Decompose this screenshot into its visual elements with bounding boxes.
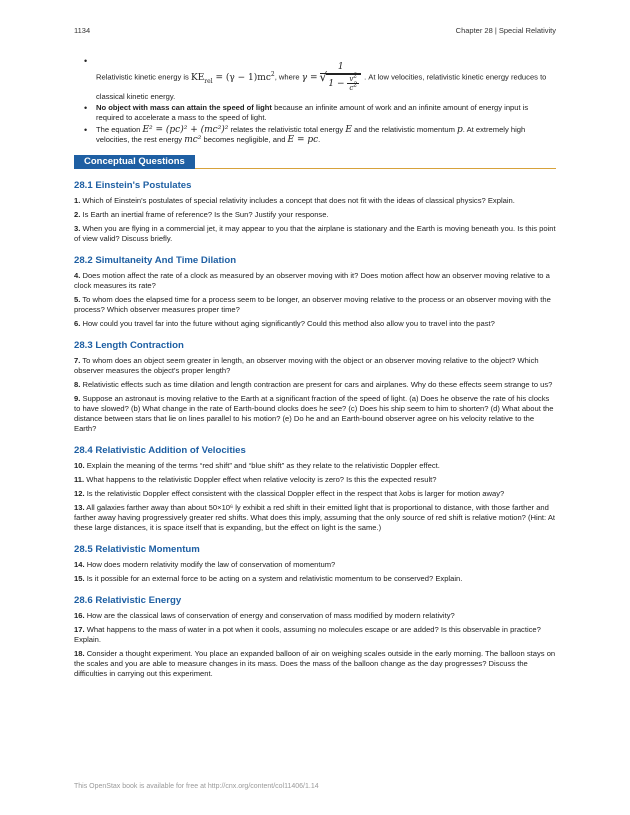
bullet-text: . xyxy=(318,135,321,144)
ke-formula: $KE_{rel} = (\gamma - 1)mc^2$ xyxy=(190,70,275,85)
question: 14. How does modern relativity modify the law of conservation of momentum? xyxy=(74,560,336,569)
page-footer: This OpenStax book is available for free at http://cnx.org/content/col11406/1.14 xyxy=(74,783,319,790)
subsection-title: 28.1 Einstein's Postulates xyxy=(74,180,192,191)
bullet-bold-text: No object with mass can attain the speed of light xyxy=(96,103,272,112)
symbol-e: E xyxy=(345,125,352,135)
section-header-bar xyxy=(74,154,556,169)
question: 5. To whom does the elapsed time for a process seem to be longer, an observer moving relative to the process or an observer moving with the process? Which observer measures proper time? xyxy=(74,295,551,314)
subsection-2 xyxy=(74,255,556,329)
question: 4. Does motion affect the rate of a clock as measured by an observer moving with it? Does motion affect how an observer moving relative to a clock measures its rate? xyxy=(74,271,550,290)
bullet-text: becomes negligible, and xyxy=(201,135,288,144)
page-header xyxy=(74,26,556,38)
bullet-text: . At extremely high velocities, the rest energy xyxy=(96,125,526,144)
summary-bullets xyxy=(74,56,556,145)
question: 15. Is it possible for an external force to be acting on a system and relativistic momentum to be conserved? Explain. xyxy=(74,574,463,583)
section-title: Conceptual Questions xyxy=(74,155,195,169)
subsection-title: 28.4 Relativistic Addition of Velocities xyxy=(74,445,246,456)
rest-energy-symbol: mc² xyxy=(184,135,202,145)
question: 1. Which of Einstein's postulates of special relativity includes a concept that does not fit with the ideas of classical physics? Explain. xyxy=(74,196,515,205)
bullet-text: The equation xyxy=(96,125,141,134)
page-number: 1134 xyxy=(74,26,91,35)
bullet-text: because an infinite amount of work and an infinite amount of energy input is required to accelerate a mass to the speed of light. xyxy=(96,103,529,122)
subsection-title: 28.3 Length Contraction xyxy=(74,340,184,351)
question: 18. Consider a thought experiment. You place an expanded balloon of air on weighing scales outside in the early morning. The balloon stays on the scales and you are able to measure changes in its mass. Does the mass of the balloon change as the day progresses? Discuss the difficulties in carrying out this experiment. xyxy=(74,649,556,678)
bullet-text: relates the relativistic total energy xyxy=(228,125,346,134)
bullet-kinetic-energy xyxy=(96,56,556,102)
subsection-1 xyxy=(74,180,556,244)
question: 12. Is the relativistic Doppler effect consistent with the classical Doppler effect in the respect that λobs is larger for motion away? xyxy=(74,489,505,498)
subsection-5 xyxy=(74,544,556,584)
symbol-p: p xyxy=(457,125,463,135)
bullet-text: Relativistic kinetic energy is xyxy=(96,72,189,82)
question: 11. What happens to the relativistic Doppler effect when relative velocity is zero? Is this the expected result? xyxy=(74,475,437,484)
question: 7. To whom does an object seem greater in length, an observer moving with the object or an observer moving relative to the object? Which observer measures the object's proper length? xyxy=(74,356,539,375)
question: 16. How are the classical laws of conservation of energy and conservation of mass modified by modern relativity? xyxy=(74,611,455,620)
bullet-speed-of-light xyxy=(96,103,556,123)
subsection-title: 28.2 Simultaneity And Time Dilation xyxy=(74,255,237,266)
question: 2. Is Earth an inertial frame of reference? Is the Sun? Justify your response. xyxy=(74,210,329,219)
question: 13. All galaxies farther away than about 50×10⁶ ly exhibit a red shift in their emitted light that is proportional to distance, with those farther and farther away having progressively greater red shifts. What does this imply, assuming that the only source of red shift is relative motion? (Hint: At these large distances, it is space itself that is expanding, but the effect on light is the same.) xyxy=(74,503,556,532)
question: 17. What happens to the mass of water in a pot when it cools, assuming no molecules escape or are added? Is this observable in practice? Explain. xyxy=(74,625,541,644)
chapter-title: Chapter 28 | Special Relativity xyxy=(455,26,556,35)
subsection-6 xyxy=(74,595,556,679)
page-content xyxy=(74,56,556,683)
question: 3. When you are flying in a commercial jet, it may appear to you that the airplane is stationary and the Earth is moving beneath you. Is this point of view valid? Discuss briefly. xyxy=(74,224,556,243)
subsection-3 xyxy=(74,340,556,434)
question: 10. Explain the meaning of the terms “red shift” and “blue shift” as they relate to the relativistic Doppler effect. xyxy=(74,461,440,470)
subsection-4 xyxy=(74,445,556,533)
question: 8. Relativistic effects such as time dilation and length contraction are present for cars and airplanes. Why do these effects seem strange to us? xyxy=(74,380,553,389)
e-equals-pc: E = pc xyxy=(287,135,319,145)
subsection-title: 28.5 Relativistic Momentum xyxy=(74,544,200,555)
bullet-text: . At low velocities, relativistic kinetic energy reduces to classical kinetic energy. xyxy=(96,72,547,101)
question: 9. Suppose an astronaut is moving relative to the Earth at a significant fraction of the speed of light. (a) Does he observe the rate of his clocks to have slowed? (b) What change in the rate of Earth-bound clocks does he see? (c) Does his ship seem to him to shorten? (d) What about the distance between stars that lie on lines parallel to his motion? (e) Do he and an Earth-bound observer agree on his velocity relative to the Earth? xyxy=(74,394,554,433)
subsection-title: 28.6 Relativistic Energy xyxy=(74,595,182,606)
question: 6. How could you travel far into the future without aging significantly? Could this method also allow you to travel into the past? xyxy=(74,319,495,328)
bullet-text: and the relativistic momentum xyxy=(351,125,458,134)
gamma-formula: γ = 1 √ 1 − $\frac{v^2}{c^2}$ xyxy=(302,73,364,83)
energy-equation: E² = (pc)² + (mc²)² xyxy=(142,125,229,135)
bullet-text: , where xyxy=(274,72,300,82)
bullet-total-energy xyxy=(96,125,556,145)
